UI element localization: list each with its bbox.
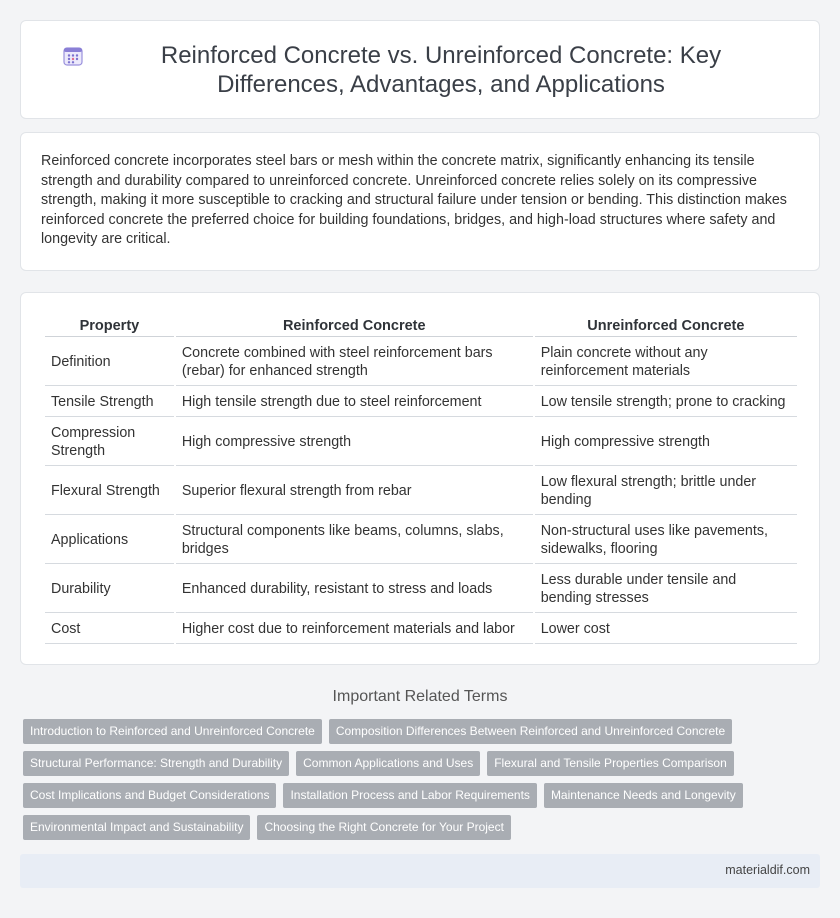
table-cell: Structural components like beams, columns, slabs, bridges bbox=[176, 517, 533, 564]
table-row bbox=[45, 339, 797, 386]
calendar-grid-icon bbox=[61, 44, 85, 68]
table-cell: Flexural Strength bbox=[45, 468, 174, 515]
table-cell: Non-structural uses like pavements, sidewalks, flooring bbox=[535, 517, 797, 564]
title-card bbox=[20, 20, 820, 119]
table-cell: Applications bbox=[45, 517, 174, 564]
table-cell: High compressive strength bbox=[176, 419, 533, 466]
footer-bar bbox=[20, 854, 820, 888]
table-cell: Lower cost bbox=[535, 615, 797, 644]
related-term-tag[interactable]: Composition Differences Between Reinforced and Unreinforced Concrete bbox=[329, 719, 732, 744]
related-term-tag[interactable]: Structural Performance: Strength and Durability bbox=[23, 751, 289, 776]
related-terms-list bbox=[23, 719, 823, 840]
related-term-tag[interactable]: Introduction to Reinforced and Unreinforced Concrete bbox=[23, 719, 322, 744]
related-term-tag[interactable]: Cost Implications and Budget Considerations bbox=[23, 783, 276, 808]
related-term-tag[interactable]: Flexural and Tensile Properties Comparison bbox=[487, 751, 734, 776]
related-term-tag[interactable]: Maintenance Needs and Longevity bbox=[544, 783, 743, 808]
comparison-table bbox=[43, 313, 799, 646]
table-cell: High compressive strength bbox=[535, 419, 797, 466]
intro-card bbox=[20, 132, 820, 271]
table-row bbox=[45, 566, 797, 613]
table-cell: Higher cost due to reinforcement materials and labor bbox=[176, 615, 533, 644]
intro-paragraph: Reinforced concrete incorporates steel bars or mesh within the concrete matrix, significantly enhancing its tensile strength and durability compared to unreinforced concrete. Unreinforced concrete relies solely on its compressive strength, making it more susceptible to cracking and structural failure under tension or bending. This distinction makes reinforced concrete the preferred choice for building foundations, bridges, and high-load structures where safety and longevity are critical. bbox=[41, 153, 787, 247]
table-cell: Low tensile strength; prone to cracking bbox=[535, 388, 797, 417]
column-header: Reinforced Concrete bbox=[176, 315, 533, 337]
table-row bbox=[45, 615, 797, 644]
table-cell: Low flexural strength; brittle under bending bbox=[535, 468, 797, 515]
table-row bbox=[45, 419, 797, 466]
footer-site-name: materialdif.com bbox=[725, 863, 810, 877]
table-cell: Enhanced durability, resistant to stress and loads bbox=[176, 566, 533, 613]
table-cell: Less durable under tensile and bending stresses bbox=[535, 566, 797, 613]
table-cell: Durability bbox=[45, 566, 174, 613]
table-cell: Plain concrete without any reinforcement materials bbox=[535, 339, 797, 386]
table-row bbox=[45, 388, 797, 417]
related-terms-heading: Important Related Terms bbox=[332, 688, 508, 705]
table-cell: Cost bbox=[45, 615, 174, 644]
table-cell: Tensile Strength bbox=[45, 388, 174, 417]
related-term-tag[interactable]: Common Applications and Uses bbox=[296, 751, 480, 776]
page-title: Reinforced Concrete vs. Unreinforced Concrete: Key Differences, Advantages, and Applications bbox=[160, 41, 722, 98]
column-header: Property bbox=[45, 315, 174, 337]
comparison-table-card bbox=[20, 292, 820, 665]
column-header: Unreinforced Concrete bbox=[535, 315, 797, 337]
table-cell: Compression Strength bbox=[45, 419, 174, 466]
table-cell: High tensile strength due to steel reinforcement bbox=[176, 388, 533, 417]
table-cell: Superior flexural strength from rebar bbox=[176, 468, 533, 515]
table-row bbox=[45, 517, 797, 564]
related-term-tag[interactable]: Installation Process and Labor Requirements bbox=[283, 783, 536, 808]
table-row bbox=[45, 468, 797, 515]
related-term-tag[interactable]: Choosing the Right Concrete for Your Project bbox=[257, 815, 510, 840]
related-term-tag[interactable]: Environmental Impact and Sustainability bbox=[23, 815, 250, 840]
table-cell: Concrete combined with steel reinforcement bars (rebar) for enhanced strength bbox=[176, 339, 533, 386]
table-header-row bbox=[45, 315, 797, 337]
table-cell: Definition bbox=[45, 339, 174, 386]
